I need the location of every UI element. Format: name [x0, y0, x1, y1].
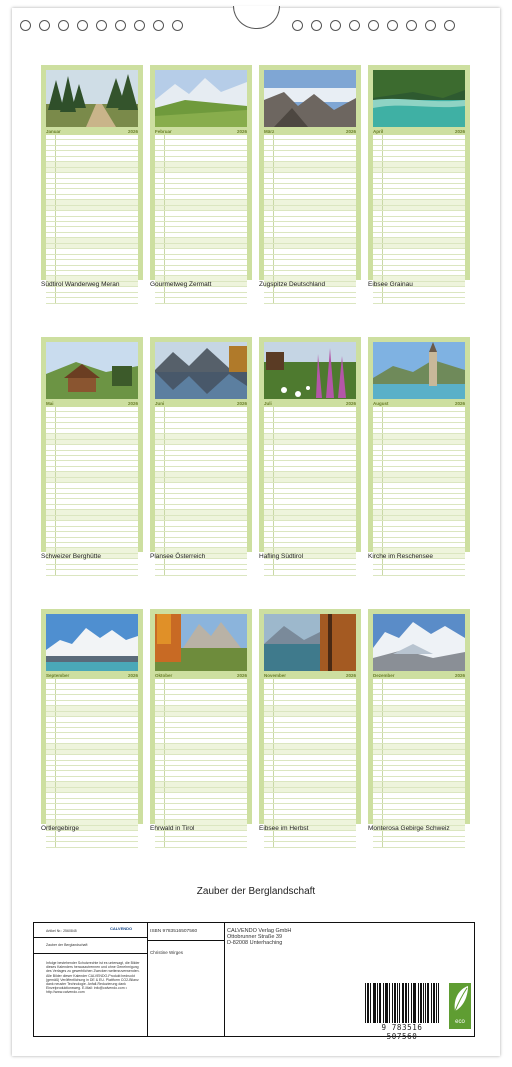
month-photo	[46, 70, 138, 127]
binding-hole-icon	[115, 20, 126, 31]
month-header	[264, 127, 356, 135]
month-header	[46, 127, 138, 135]
info-column-right	[225, 923, 473, 1041]
month-year: 2026	[127, 400, 138, 406]
publisher-city: D-82008 Unterhaching	[227, 940, 283, 946]
month-header	[155, 399, 247, 407]
month-year: 2026	[454, 672, 465, 678]
info-box	[33, 922, 475, 1041]
photo-caption: Monterosa Gebirge Schweiz	[368, 825, 450, 832]
month-year: 2026	[454, 400, 465, 406]
author: Christine Wirges	[150, 950, 184, 955]
month-year: 2026	[345, 400, 356, 406]
day-lines	[373, 407, 465, 547]
month-header	[373, 399, 465, 407]
month-year: 2026	[345, 128, 356, 134]
month-page-dezember	[368, 609, 470, 824]
month-page-august	[368, 337, 470, 552]
month-page-september	[41, 609, 143, 824]
month-header	[373, 127, 465, 135]
binding-hole-icon	[153, 20, 164, 31]
landscape-photo	[46, 70, 138, 127]
month-name: Oktober	[155, 672, 173, 678]
month-page-november	[259, 609, 361, 824]
binding-hole-icon	[311, 20, 322, 31]
month-header	[373, 671, 465, 679]
month-name: April	[373, 128, 384, 134]
month-photo	[46, 614, 138, 671]
photo-caption: Eibsee Grainau	[368, 281, 413, 288]
legal-text: Infolge bestehender Schutzrechte ist es untersagt, die Bilder dieses Kalenders herauszutrennen und ohne Genehmigung des Verlages zu gewerblichen Zwecken weiterzuverwenden. Alle Bilder dieser Kalender CALVENDO-Produkt bedruckt (gemäß) Veröffentlichung in DE & EU. Plattform CO2-Bilanz dank neuster Technologie. Anfall-Reduzierung dank Einzelproduktionsweg. E-Mail: info@calvendo.com • http://www.calvendo.com	[46, 961, 140, 995]
month-year: 2026	[127, 672, 138, 678]
landscape-photo	[373, 342, 465, 399]
day-row	[264, 298, 356, 303]
info-column-middle	[148, 923, 225, 1036]
info-divider	[34, 953, 147, 954]
info-calendar-title: Zauber der Berglandschaft	[46, 943, 88, 947]
month-page-mai	[41, 337, 143, 552]
month-photo	[155, 70, 247, 127]
binding-holes-left	[20, 20, 183, 32]
photo-caption: Kirche im Reschensee	[368, 553, 434, 560]
month-photo	[155, 342, 247, 399]
binding-hole-icon	[39, 20, 50, 31]
binding-hole-icon	[292, 20, 303, 31]
day-row	[373, 570, 465, 575]
landscape-photo	[264, 342, 356, 399]
photo-caption: Ehrwald in Tirol	[150, 825, 195, 832]
month-photo	[373, 614, 465, 671]
month-header	[46, 671, 138, 679]
day-row	[264, 842, 356, 847]
month-year: 2026	[236, 128, 247, 134]
eco-label: eco	[455, 1019, 465, 1025]
month-year: 2026	[236, 672, 247, 678]
month-photo	[46, 342, 138, 399]
month-name: Mai	[46, 400, 54, 406]
photo-caption: Zugspitze Deutschland	[259, 281, 326, 288]
publisher-name: CALVENDO Verlag GmbH	[227, 928, 292, 934]
month-photo	[373, 342, 465, 399]
day-row	[155, 298, 247, 303]
landscape-photo	[373, 614, 465, 671]
day-lines	[155, 679, 247, 819]
day-row	[373, 298, 465, 303]
day-row	[155, 842, 247, 847]
photo-caption: Plansee Österreich	[150, 553, 206, 560]
month-header	[155, 671, 247, 679]
day-row	[155, 570, 247, 575]
calendar-title: Zauber der Berglandschaft	[196, 886, 316, 897]
month-header	[264, 399, 356, 407]
month-year: 2026	[127, 128, 138, 134]
month-photo	[155, 614, 247, 671]
binding-hole-icon	[330, 20, 341, 31]
photo-caption: Südtirol Wanderweg Meran	[41, 281, 120, 288]
day-lines	[46, 407, 138, 547]
day-row	[46, 570, 138, 575]
article-number: Artikel Nr.: 2560845	[46, 929, 77, 933]
month-photo	[264, 342, 356, 399]
photo-caption: Hafling Südtirol	[259, 553, 304, 560]
binding-hole-icon	[96, 20, 107, 31]
month-header	[155, 127, 247, 135]
day-lines	[264, 135, 356, 275]
info-column-left	[34, 923, 148, 1036]
month-name: Dezember	[373, 672, 395, 678]
day-row	[46, 842, 138, 847]
month-year: 2026	[236, 400, 247, 406]
landscape-photo	[264, 614, 356, 671]
month-page-märz	[259, 65, 361, 280]
photo-caption: Gourmetweg Zermatt	[150, 281, 212, 288]
month-page-juli	[259, 337, 361, 552]
month-photo	[264, 614, 356, 671]
binding-hole-icon	[444, 20, 455, 31]
leaf-icon	[449, 983, 471, 1017]
month-page-juni	[150, 337, 252, 552]
month-name: Februar	[155, 128, 172, 134]
month-page-januar	[41, 65, 143, 280]
day-lines	[264, 407, 356, 547]
day-lines	[373, 135, 465, 275]
binding-hole-icon	[134, 20, 145, 31]
month-page-april	[368, 65, 470, 280]
binding-holes-right	[292, 20, 455, 32]
photo-caption: Ortlergebirge	[41, 825, 79, 832]
month-name: November	[264, 672, 287, 678]
day-lines	[46, 135, 138, 275]
binding-hole-icon	[406, 20, 417, 31]
eco-badge	[449, 983, 471, 1029]
landscape-photo	[46, 614, 138, 671]
day-lines	[264, 679, 356, 819]
month-name: Januar	[46, 128, 61, 134]
binding-hole-icon	[172, 20, 183, 31]
photo-caption: Schweizer Berghütte	[41, 553, 101, 560]
binding-hole-icon	[349, 20, 360, 31]
publisher-street: Ottobrunner Straße 39	[227, 934, 283, 940]
photo-caption: Eibsee im Herbst	[259, 825, 309, 832]
month-name: September	[46, 672, 70, 678]
binding-hole-icon	[425, 20, 436, 31]
day-lines	[155, 407, 247, 547]
day-row	[46, 298, 138, 303]
month-photo	[373, 70, 465, 127]
barcode-icon	[365, 983, 439, 1023]
landscape-photo	[155, 614, 247, 671]
month-year: 2026	[454, 128, 465, 134]
day-row	[264, 570, 356, 575]
calvendo-logo: CALVENDO	[110, 926, 133, 931]
binding-hole-icon	[77, 20, 88, 31]
month-page-oktober	[150, 609, 252, 824]
month-page-februar	[150, 65, 252, 280]
info-divider	[34, 937, 147, 938]
day-lines	[373, 679, 465, 819]
month-year: 2026	[345, 672, 356, 678]
day-lines	[46, 679, 138, 819]
landscape-photo	[373, 70, 465, 127]
month-header	[46, 399, 138, 407]
landscape-photo	[46, 342, 138, 399]
binding-hole-icon	[20, 20, 31, 31]
landscape-photo	[264, 70, 356, 127]
ean-number: 9 783516 507560	[381, 1023, 423, 1041]
landscape-photo	[155, 70, 247, 127]
month-header	[264, 671, 356, 679]
month-name: März	[264, 128, 275, 134]
month-name: Juni	[155, 400, 165, 406]
info-divider	[148, 940, 224, 941]
isbn: ISBN 9783516507560	[150, 929, 198, 934]
month-name: August	[373, 400, 389, 406]
binding-hole-icon	[387, 20, 398, 31]
binding-hole-icon	[58, 20, 69, 31]
binding-hole-icon	[368, 20, 379, 31]
month-name: Juli	[264, 400, 272, 406]
month-photo	[264, 70, 356, 127]
day-row	[373, 842, 465, 847]
day-lines	[155, 135, 247, 275]
landscape-photo	[155, 342, 247, 399]
